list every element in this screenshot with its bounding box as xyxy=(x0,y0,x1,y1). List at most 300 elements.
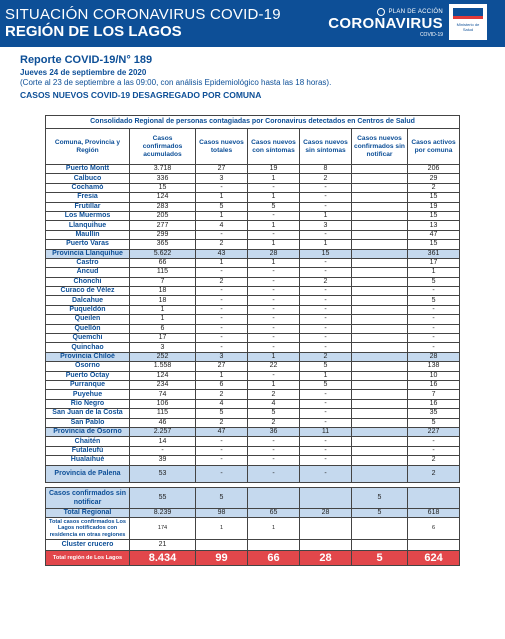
cell-con xyxy=(248,487,300,508)
cell-sin: 1 xyxy=(300,371,352,380)
cell-sin: - xyxy=(300,193,352,202)
cell-act: - xyxy=(408,305,460,314)
row-label: Provincia Llanquihue xyxy=(46,249,130,258)
cell-notif xyxy=(352,380,408,389)
cell-con: 19 xyxy=(248,165,300,174)
ministerio-shield-icon xyxy=(449,4,487,40)
cell-act: - xyxy=(408,315,460,324)
table-row xyxy=(46,446,460,455)
cell-notif: 5 xyxy=(352,508,408,517)
cell-acum: 55 xyxy=(130,487,196,508)
row-label: Quemchi xyxy=(46,334,130,343)
row-label: Dalcahue xyxy=(46,296,130,305)
cell-acum: 14 xyxy=(130,437,196,446)
row-label: Total casos confirmados Los Lagos notificados con residencia en otras regiones xyxy=(46,517,130,539)
cell-con: 36 xyxy=(248,427,300,436)
table-row xyxy=(46,240,460,249)
cell-act: 138 xyxy=(408,362,460,371)
cell-sin: - xyxy=(300,418,352,427)
cell-acum: 18 xyxy=(130,287,196,296)
cell-acum: 1 xyxy=(130,305,196,314)
cell-sin: 2 xyxy=(300,277,352,286)
cell-act: 1 xyxy=(408,268,460,277)
cell-sin: - xyxy=(300,456,352,465)
table-row xyxy=(46,258,460,267)
column-header: Comuna, Provincia y Región xyxy=(46,129,130,165)
cell-act: 15 xyxy=(408,211,460,220)
cell-acum: 205 xyxy=(130,211,196,220)
cell-con: - xyxy=(248,183,300,192)
cell-act: 2 xyxy=(408,465,460,482)
cell-act: 19 xyxy=(408,202,460,211)
unnotified-row xyxy=(46,487,460,508)
cell-act: 6 xyxy=(408,517,460,539)
row-label: San Juan de la Costa xyxy=(46,409,130,418)
cell-tot: - xyxy=(196,446,248,455)
cell-sin: - xyxy=(300,258,352,267)
cell-sin: - xyxy=(300,437,352,446)
grand-total-row xyxy=(46,550,460,565)
cell-act: - xyxy=(408,287,460,296)
cell-sin xyxy=(300,539,352,550)
table-row xyxy=(46,211,460,220)
cell-act: 361 xyxy=(408,249,460,258)
cell-notif: 5 xyxy=(352,550,408,565)
cell-sin: - xyxy=(300,446,352,455)
cell-act: 227 xyxy=(408,427,460,436)
cell-act: - xyxy=(408,343,460,352)
cell-sin: 28 xyxy=(300,508,352,517)
cell-sin: - xyxy=(300,315,352,324)
cell-tot: - xyxy=(196,315,248,324)
cell-notif xyxy=(352,165,408,174)
table-row xyxy=(46,334,460,343)
row-label: Puyehue xyxy=(46,390,130,399)
cell-tot: 27 xyxy=(196,362,248,371)
cell-acum: 106 xyxy=(130,399,196,408)
cell-acum: 283 xyxy=(130,202,196,211)
cell-con: - xyxy=(248,305,300,314)
cell-tot: - xyxy=(196,324,248,333)
table-row xyxy=(46,399,460,408)
cell-sin: - xyxy=(300,202,352,211)
cell-acum: 17 xyxy=(130,334,196,343)
cell-sin: - xyxy=(300,324,352,333)
cell-tot: - xyxy=(196,305,248,314)
cell-tot: 3 xyxy=(196,174,248,183)
cell-act: 7 xyxy=(408,390,460,399)
cell-con: 2 xyxy=(248,418,300,427)
cell-sin: 1 xyxy=(300,211,352,220)
cell-act: 35 xyxy=(408,409,460,418)
cell-notif xyxy=(352,193,408,202)
cell-notif xyxy=(352,517,408,539)
cell-sin: - xyxy=(300,399,352,408)
cell-sin: 28 xyxy=(300,550,352,565)
cell-notif xyxy=(352,287,408,296)
cell-tot: - xyxy=(196,334,248,343)
cases-table xyxy=(45,115,460,566)
cell-sin: 5 xyxy=(300,380,352,389)
cell-acum: 1 xyxy=(130,315,196,324)
cell-act: - xyxy=(408,324,460,333)
cell-tot: 47 xyxy=(196,427,248,436)
cell-notif xyxy=(352,446,408,455)
cell-sin: 1 xyxy=(300,240,352,249)
row-label: Hualaihué xyxy=(46,456,130,465)
cell-notif xyxy=(352,352,408,361)
cell-acum: 6 xyxy=(130,324,196,333)
row-label: Fresia xyxy=(46,193,130,202)
row-label: Calbuco xyxy=(46,174,130,183)
table-row xyxy=(46,418,460,427)
cell-notif xyxy=(352,268,408,277)
cell-tot: - xyxy=(196,183,248,192)
cell-acum: 66 xyxy=(130,258,196,267)
cell-sin: - xyxy=(300,296,352,305)
table-row xyxy=(46,380,460,389)
cell-con: 66 xyxy=(248,550,300,565)
row-label: Curaco de Vélez xyxy=(46,287,130,296)
report-cutoff: (Corte al 23 de septiembre a las 09:00, con análisis Epidemiológico hasta las 18 horas). xyxy=(20,78,332,87)
row-label: Puerto Montt xyxy=(46,165,130,174)
cell-con: - xyxy=(248,230,300,239)
cell-act: 28 xyxy=(408,352,460,361)
cell-tot: - xyxy=(196,465,248,482)
cell-tot: 1 xyxy=(196,517,248,539)
cell-act: 2 xyxy=(408,183,460,192)
cell-notif xyxy=(352,539,408,550)
cell-tot: 4 xyxy=(196,399,248,408)
cell-tot: 5 xyxy=(196,487,248,508)
cell-notif xyxy=(352,230,408,239)
cell-notif xyxy=(352,371,408,380)
cell-sin: - xyxy=(300,183,352,192)
cell-acum: 46 xyxy=(130,418,196,427)
cell-sin: - xyxy=(300,334,352,343)
cell-tot: - xyxy=(196,268,248,277)
cell-acum: 234 xyxy=(130,380,196,389)
cell-notif xyxy=(352,221,408,230)
cell-acum: 15 xyxy=(130,183,196,192)
row-label: Cluster crucero xyxy=(46,539,130,550)
table-row xyxy=(46,287,460,296)
table-row xyxy=(46,230,460,239)
row-label: Puerto Octay xyxy=(46,371,130,380)
cell-notif xyxy=(352,211,408,220)
cell-act: - xyxy=(408,446,460,455)
cell-con: 5 xyxy=(248,202,300,211)
column-header: Casos confirmados acumulados xyxy=(130,129,196,165)
cell-tot: 4 xyxy=(196,221,248,230)
row-label: Provincia Chiloé xyxy=(46,352,130,361)
row-label: Cochamó xyxy=(46,183,130,192)
row-label: Quinchao xyxy=(46,343,130,352)
cell-con: 4 xyxy=(248,399,300,408)
cell-con: 1 xyxy=(248,352,300,361)
cell-notif xyxy=(352,258,408,267)
cell-acum: 115 xyxy=(130,268,196,277)
cell-acum: 3 xyxy=(130,343,196,352)
coronavirus-logo xyxy=(328,8,443,38)
report-header xyxy=(20,54,490,100)
cell-acum: 53 xyxy=(130,465,196,482)
cell-act: 15 xyxy=(408,193,460,202)
cell-act: 5 xyxy=(408,418,460,427)
cell-sin: 8 xyxy=(300,165,352,174)
cell-act xyxy=(408,539,460,550)
table-row xyxy=(46,390,460,399)
report-date: Jueves 24 de septiembre de 2020 xyxy=(20,68,147,77)
cell-tot: 2 xyxy=(196,240,248,249)
row-label: Total Regional xyxy=(46,508,130,517)
cell-acum: 7 xyxy=(130,277,196,286)
cell-acum: 3.718 xyxy=(130,165,196,174)
cell-act: 15 xyxy=(408,240,460,249)
cell-con: - xyxy=(248,324,300,333)
cell-notif xyxy=(352,183,408,192)
row-label: Provincia de Osorno xyxy=(46,427,130,436)
cell-acum: 8.434 xyxy=(130,550,196,565)
cell-acum: 115 xyxy=(130,409,196,418)
table-row xyxy=(46,277,460,286)
cell-act: 206 xyxy=(408,165,460,174)
report-title: Reporte COVID-19/N° 189 xyxy=(20,54,153,66)
cell-tot: 3 xyxy=(196,352,248,361)
cell-con: 1 xyxy=(248,240,300,249)
table-row xyxy=(46,296,460,305)
cell-tot: 99 xyxy=(196,550,248,565)
row-label: Los Muermos xyxy=(46,211,130,220)
cell-notif xyxy=(352,456,408,465)
row-label: Total región de Los Lagos xyxy=(46,550,130,565)
cell-con: - xyxy=(248,343,300,352)
table-row xyxy=(46,437,460,446)
table-row xyxy=(46,409,460,418)
cell-con: 22 xyxy=(248,362,300,371)
column-header: Casos activos por comuna xyxy=(408,129,460,165)
cell-tot: 27 xyxy=(196,165,248,174)
row-label: Llanquihue xyxy=(46,221,130,230)
cell-con: - xyxy=(248,456,300,465)
cell-sin: 2 xyxy=(300,174,352,183)
cell-con: 1 xyxy=(248,380,300,389)
cell-tot: 98 xyxy=(196,508,248,517)
cell-acum: 299 xyxy=(130,230,196,239)
cell-act: 29 xyxy=(408,174,460,183)
cell-notif xyxy=(352,409,408,418)
cell-tot: 43 xyxy=(196,249,248,258)
row-label: Quellón xyxy=(46,324,130,333)
cell-acum: 21 xyxy=(130,539,196,550)
regional-total-row xyxy=(46,508,460,517)
row-label: Futaleufú xyxy=(46,446,130,455)
cluster-row xyxy=(46,539,460,550)
plan-label: PLAN DE ACCIÓN xyxy=(388,9,443,15)
cell-sin: - xyxy=(300,409,352,418)
cell-sin: 11 xyxy=(300,427,352,436)
cell-sin xyxy=(300,487,352,508)
table-row xyxy=(46,305,460,314)
cell-act: 618 xyxy=(408,508,460,517)
row-label: Osorno xyxy=(46,362,130,371)
province-row xyxy=(46,352,460,361)
cell-notif xyxy=(352,362,408,371)
cell-sin: - xyxy=(300,287,352,296)
cell-act: 47 xyxy=(408,230,460,239)
cell-tot: 6 xyxy=(196,380,248,389)
table-row xyxy=(46,362,460,371)
banner-subtitle: REGIÓN DE LOS LAGOS xyxy=(5,23,182,40)
cell-sin: - xyxy=(300,343,352,352)
cell-con: 1 xyxy=(248,258,300,267)
cell-acum: 74 xyxy=(130,390,196,399)
cell-tot: 1 xyxy=(196,371,248,380)
cell-sin xyxy=(300,517,352,539)
cell-sin: 3 xyxy=(300,221,352,230)
cell-notif xyxy=(352,202,408,211)
cell-tot: - xyxy=(196,343,248,352)
table-row xyxy=(46,315,460,324)
cell-acum: 8.239 xyxy=(130,508,196,517)
cell-notif xyxy=(352,277,408,286)
row-label: Río Negro xyxy=(46,399,130,408)
cell-notif xyxy=(352,437,408,446)
row-label: Chaitén xyxy=(46,437,130,446)
cell-tot xyxy=(196,539,248,550)
cell-act: 5 xyxy=(408,277,460,286)
cell-con: - xyxy=(248,277,300,286)
row-label: Puqueldón xyxy=(46,305,130,314)
cell-acum: 336 xyxy=(130,174,196,183)
row-label: San Pablo xyxy=(46,418,130,427)
row-label: Maullín xyxy=(46,230,130,239)
cell-con: - xyxy=(248,446,300,455)
table-row xyxy=(46,324,460,333)
cell-notif xyxy=(352,334,408,343)
province-row xyxy=(46,465,460,482)
cell-con xyxy=(248,539,300,550)
cell-acum: 2.257 xyxy=(130,427,196,436)
cell-sin: 5 xyxy=(300,362,352,371)
cell-acum: 252 xyxy=(130,352,196,361)
cell-con: 1 xyxy=(248,174,300,183)
cell-acum: 5.622 xyxy=(130,249,196,258)
province-row xyxy=(46,249,460,258)
cell-tot: - xyxy=(196,230,248,239)
cell-act xyxy=(408,487,460,508)
cell-notif: 5 xyxy=(352,487,408,508)
cell-con: - xyxy=(248,437,300,446)
table-row xyxy=(46,371,460,380)
table-row xyxy=(46,456,460,465)
table-row xyxy=(46,165,460,174)
cell-acum: 18 xyxy=(130,296,196,305)
cell-notif xyxy=(352,465,408,482)
cell-tot: 2 xyxy=(196,277,248,286)
cell-tot: 5 xyxy=(196,202,248,211)
cell-sin: 2 xyxy=(300,352,352,361)
cell-sin: - xyxy=(300,230,352,239)
cell-notif xyxy=(352,249,408,258)
table-row xyxy=(46,343,460,352)
cell-tot: - xyxy=(196,456,248,465)
table-row xyxy=(46,221,460,230)
top-banner xyxy=(0,0,505,47)
cell-tot: 1 xyxy=(196,258,248,267)
cell-notif xyxy=(352,427,408,436)
cell-tot: - xyxy=(196,437,248,446)
row-label: Casos confirmados sin notificar xyxy=(46,487,130,508)
cell-notif xyxy=(352,305,408,314)
cell-notif xyxy=(352,399,408,408)
cell-acum: 39 xyxy=(130,456,196,465)
cell-act: 5 xyxy=(408,296,460,305)
row-label: Castro xyxy=(46,258,130,267)
cell-tot: - xyxy=(196,296,248,305)
covid-label: COVID-19 xyxy=(419,32,443,38)
cell-con: - xyxy=(248,334,300,343)
cell-con: - xyxy=(248,315,300,324)
cell-tot: 5 xyxy=(196,409,248,418)
cell-act: 16 xyxy=(408,399,460,408)
cell-notif xyxy=(352,418,408,427)
cell-act: 2 xyxy=(408,456,460,465)
table-title: Consolidado Regional de personas contagiadas por Coronavirus detectados en Centros de Salud xyxy=(46,116,460,129)
cell-tot: 2 xyxy=(196,390,248,399)
cell-notif xyxy=(352,390,408,399)
column-header: Casos nuevos confirmados sin notificar xyxy=(352,129,408,165)
cell-con: 1 xyxy=(248,517,300,539)
cell-act: - xyxy=(408,437,460,446)
cell-sin: 15 xyxy=(300,249,352,258)
cell-tot: 2 xyxy=(196,418,248,427)
column-header: Casos nuevos sin síntomas xyxy=(300,129,352,165)
row-label: Ancud xyxy=(46,268,130,277)
cell-act: 13 xyxy=(408,221,460,230)
row-label: Frutillar xyxy=(46,202,130,211)
column-header: Casos nuevos con síntomas xyxy=(248,129,300,165)
shield-label: Ministerio de Salud xyxy=(456,22,480,32)
cell-act: 624 xyxy=(408,550,460,565)
cell-con: - xyxy=(248,296,300,305)
cell-con: 1 xyxy=(248,221,300,230)
cell-con: 5 xyxy=(248,409,300,418)
cell-act: 17 xyxy=(408,258,460,267)
table-row xyxy=(46,193,460,202)
section-title: CASOS NUEVOS COVID-19 DESAGREGADO POR COMUNA xyxy=(20,90,262,100)
cell-tot: 1 xyxy=(196,193,248,202)
cell-con: 65 xyxy=(248,508,300,517)
cell-notif xyxy=(352,315,408,324)
cell-notif xyxy=(352,174,408,183)
cell-act: - xyxy=(408,334,460,343)
cell-act: 10 xyxy=(408,371,460,380)
other-regions-row xyxy=(46,517,460,539)
column-header: Casos nuevos totales xyxy=(196,129,248,165)
cell-acum: 124 xyxy=(130,371,196,380)
banner-title: SITUACIÓN CORONAVIRUS COVID-19 xyxy=(5,6,281,23)
cell-con: - xyxy=(248,268,300,277)
cell-notif xyxy=(352,296,408,305)
cell-con: - xyxy=(248,211,300,220)
cell-con: 1 xyxy=(248,193,300,202)
cell-acum: 365 xyxy=(130,240,196,249)
cell-sin: - xyxy=(300,305,352,314)
cell-con: - xyxy=(248,465,300,482)
cell-tot: - xyxy=(196,287,248,296)
row-label: Provincia de Palena xyxy=(46,465,130,482)
